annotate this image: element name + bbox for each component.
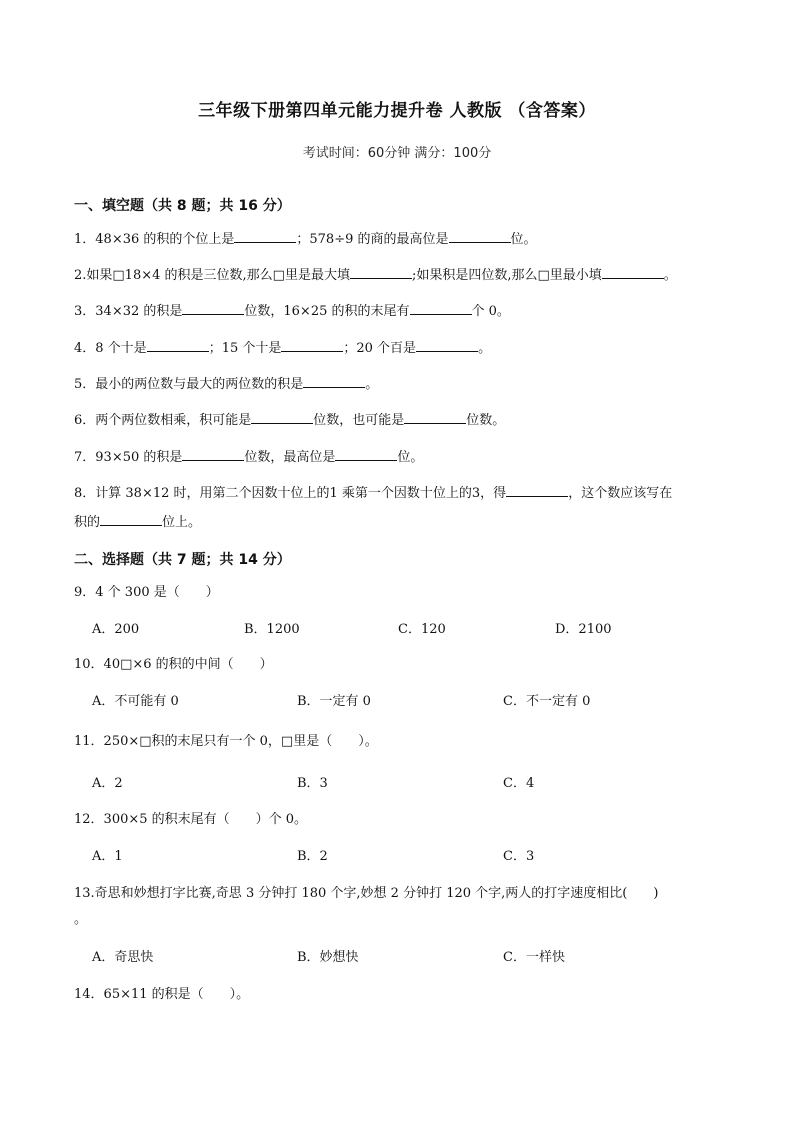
option-c[interactable]: C．120 (398, 622, 446, 637)
page-title: 三年级下册第四单元能力提升卷 人教版 （含答案） (198, 101, 596, 121)
options-13 (92, 946, 732, 964)
answer-blank[interactable] (251, 411, 313, 424)
question-8-continued: 积的 位上。 (74, 515, 202, 530)
question-14: 14．65×11 的积是（ ）。 (74, 987, 250, 1002)
answer-blank[interactable] (602, 266, 664, 279)
option-a[interactable]: A．奇思快 (92, 950, 154, 965)
answer-blank[interactable] (100, 513, 162, 526)
options-11 (92, 772, 732, 790)
option-c[interactable]: C．4 (503, 776, 535, 791)
options-12 (92, 845, 732, 863)
option-b[interactable]: B．妙想快 (297, 950, 359, 965)
option-b[interactable]: B．1200 (244, 622, 300, 637)
question-11: 11．250×□积的末尾只有一个 0，□里是（ ）。 (74, 734, 378, 749)
answer-blank[interactable] (350, 266, 412, 279)
options-9 (92, 618, 732, 636)
question-6: 6．两个两位数相乘，积可能是 位数，也可能是 位数。 (74, 413, 506, 428)
option-d[interactable]: D．2100 (555, 622, 612, 637)
answer-blank[interactable] (410, 302, 472, 315)
question-2: 2.如果□18×4 的积是三位数,那么□里是最大填 ;如果积是四位数,那么□里最小填 。 (74, 268, 677, 283)
option-b[interactable]: B．一定有 0 (297, 694, 371, 709)
section-heading-fill-in: 一、填空题（共 8 题；共 16 分） (74, 198, 291, 214)
question-8: 8．计算 38×12 时，用第二个因数十位上的1 乘第一个因数十位上的3，得 ，这个数应该写在 (74, 486, 673, 501)
question-9: 9．4 个 300 是（ ） (74, 585, 219, 600)
exam-info: 考试时间：60分钟 满分：100分 (302, 146, 492, 161)
answer-blank[interactable] (335, 448, 397, 461)
option-b[interactable]: B．3 (297, 776, 328, 791)
answer-blank[interactable] (182, 302, 244, 315)
question-1: 1．48×36 的积的个位上是 ；578÷9 的商的最高位是 位。 (74, 232, 537, 247)
option-c[interactable]: C．不一定有 0 (503, 694, 591, 709)
option-b[interactable]: B．2 (297, 849, 328, 864)
option-c[interactable]: C．3 (503, 849, 535, 864)
question-12: 12．300×5 的积末尾有（ ）个 0。 (74, 812, 308, 827)
answer-blank[interactable] (147, 339, 209, 352)
question-4: 4．8 个十是 ；15 个十是 ；20 个百是 。 (74, 341, 492, 356)
question-3: 3．34×32 的积是 位数，16×25 的积的末尾有 个 0。 (74, 304, 510, 319)
answer-blank[interactable] (416, 339, 478, 352)
answer-blank[interactable] (404, 411, 466, 424)
option-a[interactable]: A．1 (92, 849, 123, 864)
answer-blank[interactable] (303, 375, 365, 388)
question-7: 7．93×50 的积是 位数，最高位是 位。 (74, 450, 424, 465)
section-heading-choice: 二、选择题（共 7 题；共 14 分） (74, 552, 291, 568)
question-13: 13.奇思和妙想打字比赛,奇思 3 分钟打 180 个字,妙想 2 分钟打 120 个字,两人的打字速度相比( ) (74, 886, 659, 901)
answer-blank[interactable] (449, 230, 511, 243)
option-a[interactable]: A．200 (92, 622, 140, 637)
answer-blank[interactable] (506, 484, 568, 497)
question-10: 10．40□×6 的积的中间（ ） (74, 657, 273, 672)
answer-blank[interactable] (234, 230, 296, 243)
answer-blank[interactable] (182, 448, 244, 461)
question-5: 5．最小的两位数与最大的两位数的积是 。 (74, 377, 379, 392)
option-a[interactable]: A．不可能有 0 (92, 694, 179, 709)
option-a[interactable]: A．2 (92, 776, 123, 791)
question-13-continued: 。 (74, 912, 88, 927)
option-c[interactable]: C．一样快 (503, 950, 565, 965)
options-10 (92, 690, 732, 708)
answer-blank[interactable] (281, 339, 343, 352)
